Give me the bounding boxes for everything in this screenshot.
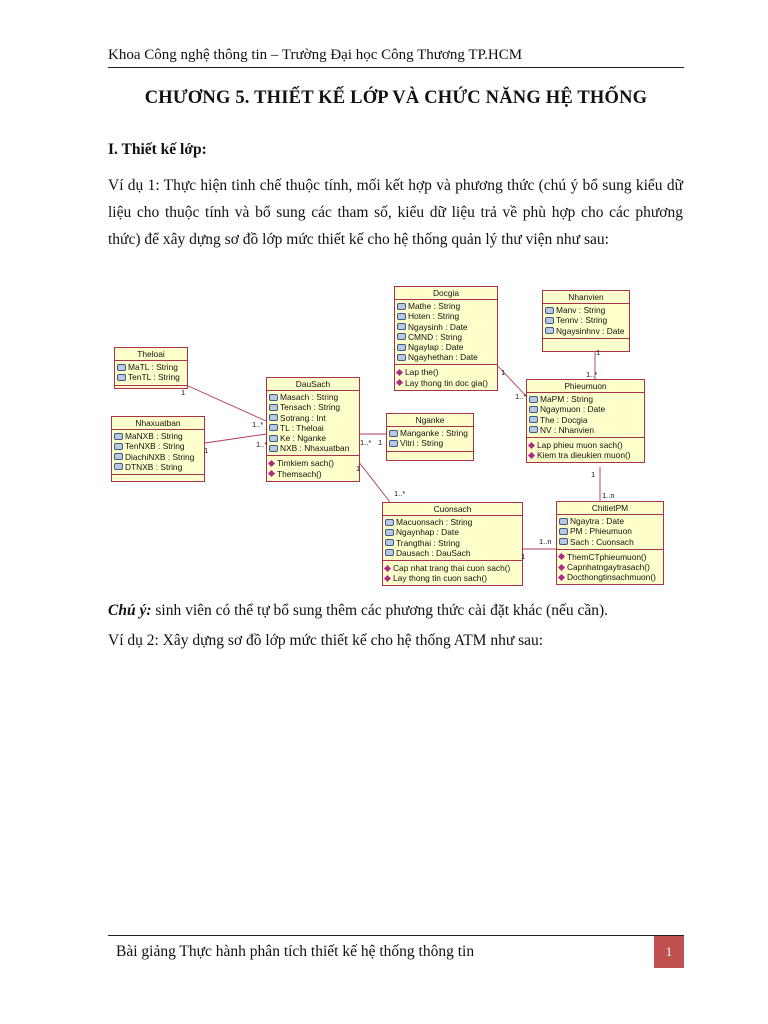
attribute: Hoten : String bbox=[397, 311, 495, 321]
attribute: Ngaymuon : Date bbox=[529, 404, 642, 414]
class-dausach bbox=[266, 377, 360, 482]
operation-list bbox=[387, 452, 473, 460]
attribute-list bbox=[395, 300, 497, 365]
link-dausach-cuonsach bbox=[358, 461, 390, 502]
class-nhaxuatban bbox=[111, 416, 205, 482]
attribute: Sach : Cuonsach bbox=[559, 537, 661, 547]
multiplicity-label: 1..* bbox=[360, 438, 372, 447]
attribute: NXB : Nhaxuatban bbox=[269, 443, 357, 453]
attribute: Mathe : String bbox=[397, 301, 495, 311]
attribute: Manv : String bbox=[545, 305, 627, 315]
attribute-list bbox=[267, 391, 359, 456]
operation: Timkiem sach() bbox=[269, 458, 357, 468]
class-name: Docgia bbox=[395, 287, 497, 300]
attribute-icon bbox=[397, 344, 406, 351]
attribute-icon bbox=[389, 430, 398, 437]
note-paragraph bbox=[108, 597, 683, 624]
operation-list bbox=[267, 456, 359, 480]
attribute-icon bbox=[397, 303, 406, 310]
section-heading: I. Thiết kế lớp: bbox=[108, 141, 207, 158]
attribute: Ngaysinh : Date bbox=[397, 322, 495, 332]
operation-icon bbox=[558, 574, 565, 581]
attribute: Dausach : DauSach bbox=[385, 548, 520, 558]
operation: Kiem tra dieukien muon() bbox=[529, 450, 642, 460]
attribute-list bbox=[557, 515, 663, 550]
attribute: PM : Phieumuon bbox=[559, 526, 661, 536]
operation-list bbox=[112, 475, 204, 481]
attribute-icon bbox=[269, 394, 278, 401]
attribute: Masach : String bbox=[269, 392, 357, 402]
operation-list bbox=[557, 550, 663, 585]
attribute: TenNXB : String bbox=[114, 441, 202, 451]
operation-icon bbox=[528, 452, 535, 459]
attribute: Ngaynhap : Date bbox=[385, 527, 520, 537]
attribute: Macuonsach : String bbox=[385, 517, 520, 527]
attribute-icon bbox=[545, 317, 554, 324]
attribute: Ngaytra : Date bbox=[559, 516, 661, 526]
class-cuonsach bbox=[382, 502, 526, 586]
attribute-icon bbox=[545, 327, 554, 334]
class-docgia bbox=[394, 286, 498, 391]
operation: Lay thong tin doc gia() bbox=[397, 378, 495, 388]
class-nganke bbox=[386, 413, 474, 461]
attribute-icon bbox=[269, 404, 278, 411]
operation-list bbox=[543, 339, 629, 351]
attribute-list bbox=[527, 393, 644, 438]
attribute-list bbox=[543, 304, 629, 339]
attribute: Ngayhethan : Date bbox=[397, 352, 495, 362]
multiplicity-label: 1..n bbox=[602, 491, 615, 500]
multiplicity-label: 1 bbox=[378, 438, 383, 447]
attribute-icon bbox=[269, 435, 278, 442]
attribute-icon bbox=[559, 518, 568, 525]
attribute-list bbox=[387, 427, 473, 451]
operation-list bbox=[395, 365, 497, 389]
attribute-icon bbox=[529, 406, 538, 413]
attribute: TenTL : String bbox=[117, 372, 185, 382]
class-name: Nhanvien bbox=[543, 291, 629, 304]
operation-icon bbox=[558, 553, 565, 560]
attribute-icon bbox=[559, 538, 568, 545]
attribute-icon bbox=[389, 440, 398, 447]
attribute: MaTL : String bbox=[117, 362, 185, 372]
attribute-icon bbox=[385, 549, 394, 556]
operation-icon bbox=[384, 575, 391, 582]
multiplicity-label: 1..* bbox=[586, 370, 598, 379]
attribute: CMND : String bbox=[397, 332, 495, 342]
operation: Lap the() bbox=[397, 367, 495, 377]
attribute-icon bbox=[269, 424, 278, 431]
attribute: MaNXB : String bbox=[114, 431, 202, 441]
attribute: Tennv : String bbox=[545, 315, 627, 325]
class-chitietpm bbox=[556, 501, 664, 585]
operation: Lap phieu muon sach() bbox=[529, 440, 642, 450]
multiplicity-label: 1 bbox=[596, 348, 601, 357]
attribute-icon bbox=[529, 416, 538, 423]
example2-paragraph: Ví dụ 2: Xây dựng sơ đồ lớp mức thiết kế cho hệ thống ATM như sau: bbox=[108, 632, 544, 649]
operation: Lay thong tin cuon sach() bbox=[385, 573, 520, 583]
class-name: Nganke bbox=[387, 414, 473, 427]
attribute: The : Docgia bbox=[529, 415, 642, 425]
chapter-title: CHƯƠNG 5. THIẾT KẾ LỚP VÀ CHỨC NĂNG HỆ THỐNG bbox=[144, 88, 648, 108]
multiplicity-label: 1 bbox=[204, 446, 209, 455]
attribute-icon bbox=[397, 323, 406, 330]
attribute-icon bbox=[269, 445, 278, 452]
footer-text: Bài giảng Thực hành phân tích thiết kế hệ thống thông tin bbox=[116, 943, 475, 960]
attribute-icon bbox=[385, 539, 394, 546]
attribute: Vitri : String bbox=[389, 438, 471, 448]
class-theloai bbox=[114, 347, 188, 389]
operation: Capnhatngaytrasach() bbox=[559, 562, 661, 572]
attribute-icon bbox=[117, 374, 126, 381]
operation-icon bbox=[268, 460, 275, 467]
operation-list bbox=[383, 561, 522, 585]
operation-icon bbox=[558, 564, 565, 571]
page-number: 1 bbox=[654, 936, 684, 968]
operation-icon bbox=[396, 379, 403, 386]
class-diagram bbox=[108, 284, 684, 600]
attribute-icon bbox=[114, 453, 123, 460]
attribute: NV : Nhanvien bbox=[529, 425, 642, 435]
note-lead: Chú ý: bbox=[108, 602, 152, 619]
attribute: DTNXB : String bbox=[114, 462, 202, 472]
operation-icon bbox=[268, 470, 275, 477]
multiplicity-label: 1..n bbox=[539, 537, 552, 546]
attribute-list bbox=[383, 516, 522, 561]
operation-list bbox=[115, 386, 187, 388]
attribute-icon bbox=[559, 528, 568, 535]
attribute-list bbox=[112, 430, 204, 475]
attribute-icon bbox=[397, 354, 406, 361]
attribute-icon bbox=[114, 463, 123, 470]
class-name: Nhaxuatban bbox=[112, 417, 204, 430]
class-name: Theloai bbox=[115, 348, 187, 361]
page-header: Khoa Công nghệ thông tin – Trường Đại học Công Thương TP.HCM bbox=[108, 45, 684, 68]
attribute: Sotrang : Int bbox=[269, 413, 357, 423]
attribute: Manganke : String bbox=[389, 428, 471, 438]
attribute-icon bbox=[529, 396, 538, 403]
attribute-icon bbox=[545, 307, 554, 314]
class-name: DauSach bbox=[267, 378, 359, 391]
attribute: Tensach : String bbox=[269, 402, 357, 412]
attribute: Ke : Nganke bbox=[269, 433, 357, 443]
multiplicity-label: 1..* bbox=[394, 489, 406, 498]
class-name: Phieumuon bbox=[527, 380, 644, 393]
attribute-icon bbox=[114, 443, 123, 450]
multiplicity-label: 1..* bbox=[256, 440, 268, 449]
operation-icon bbox=[384, 565, 391, 572]
class-name: Cuonsach bbox=[383, 503, 522, 516]
operation: ThemCTphieumuon() bbox=[559, 552, 661, 562]
class-nhanvien bbox=[542, 290, 630, 352]
attribute-icon bbox=[114, 433, 123, 440]
attribute-icon bbox=[385, 529, 394, 536]
attribute: Ngaysinhnv : Date bbox=[545, 326, 627, 336]
example1-paragraph: Ví dụ 1: Thực hiện tinh chế thuộc tính, mối kết hợp và phương thức (chú ý bổ sung kiểu dữ liệu cho thuộc tính và bổ sung các tham số, kiểu dữ liệu trả về phù hợp cho các phương thức) để xây dựng sơ đồ lớp mức thiết kế cho hệ thống quản lý thư viện như sau: bbox=[108, 177, 683, 248]
operation-icon bbox=[396, 369, 403, 376]
page-footer bbox=[108, 935, 684, 968]
attribute-icon bbox=[397, 313, 406, 320]
operation: Themsach() bbox=[269, 469, 357, 479]
operation: Cap nhat trang thai cuon sach() bbox=[385, 563, 520, 573]
attribute-list bbox=[115, 361, 187, 385]
attribute-icon bbox=[397, 333, 406, 340]
class-phieumuon bbox=[526, 379, 645, 463]
multiplicity-label: 1..* bbox=[252, 420, 264, 429]
operation: Docthongtinsachmuon() bbox=[559, 572, 661, 582]
attribute-icon bbox=[269, 414, 278, 421]
multiplicity-label: 1 bbox=[356, 464, 361, 473]
class-name: ChitietPM bbox=[557, 502, 663, 515]
attribute: Ngaylap : Date bbox=[397, 342, 495, 352]
attribute-icon bbox=[385, 519, 394, 526]
operation-list bbox=[527, 438, 644, 462]
attribute: Trangthai : String bbox=[385, 538, 520, 548]
attribute: DiachiNXB : String bbox=[114, 452, 202, 462]
multiplicity-label: 1 bbox=[181, 388, 186, 397]
multiplicity-label: 1 bbox=[591, 470, 596, 479]
attribute-icon bbox=[529, 426, 538, 433]
multiplicity-label: 1 bbox=[521, 552, 526, 561]
attribute-icon bbox=[117, 364, 126, 371]
note-text: sinh viên có thể tự bổ sung thêm các phương thức cài đặt khác (nếu cần). bbox=[151, 602, 608, 619]
operation-icon bbox=[528, 442, 535, 449]
attribute: TL : Theloai bbox=[269, 423, 357, 433]
multiplicity-label: 1 bbox=[501, 368, 506, 377]
multiplicity-label: 1..* bbox=[515, 392, 527, 401]
attribute: MaPM : String bbox=[529, 394, 642, 404]
